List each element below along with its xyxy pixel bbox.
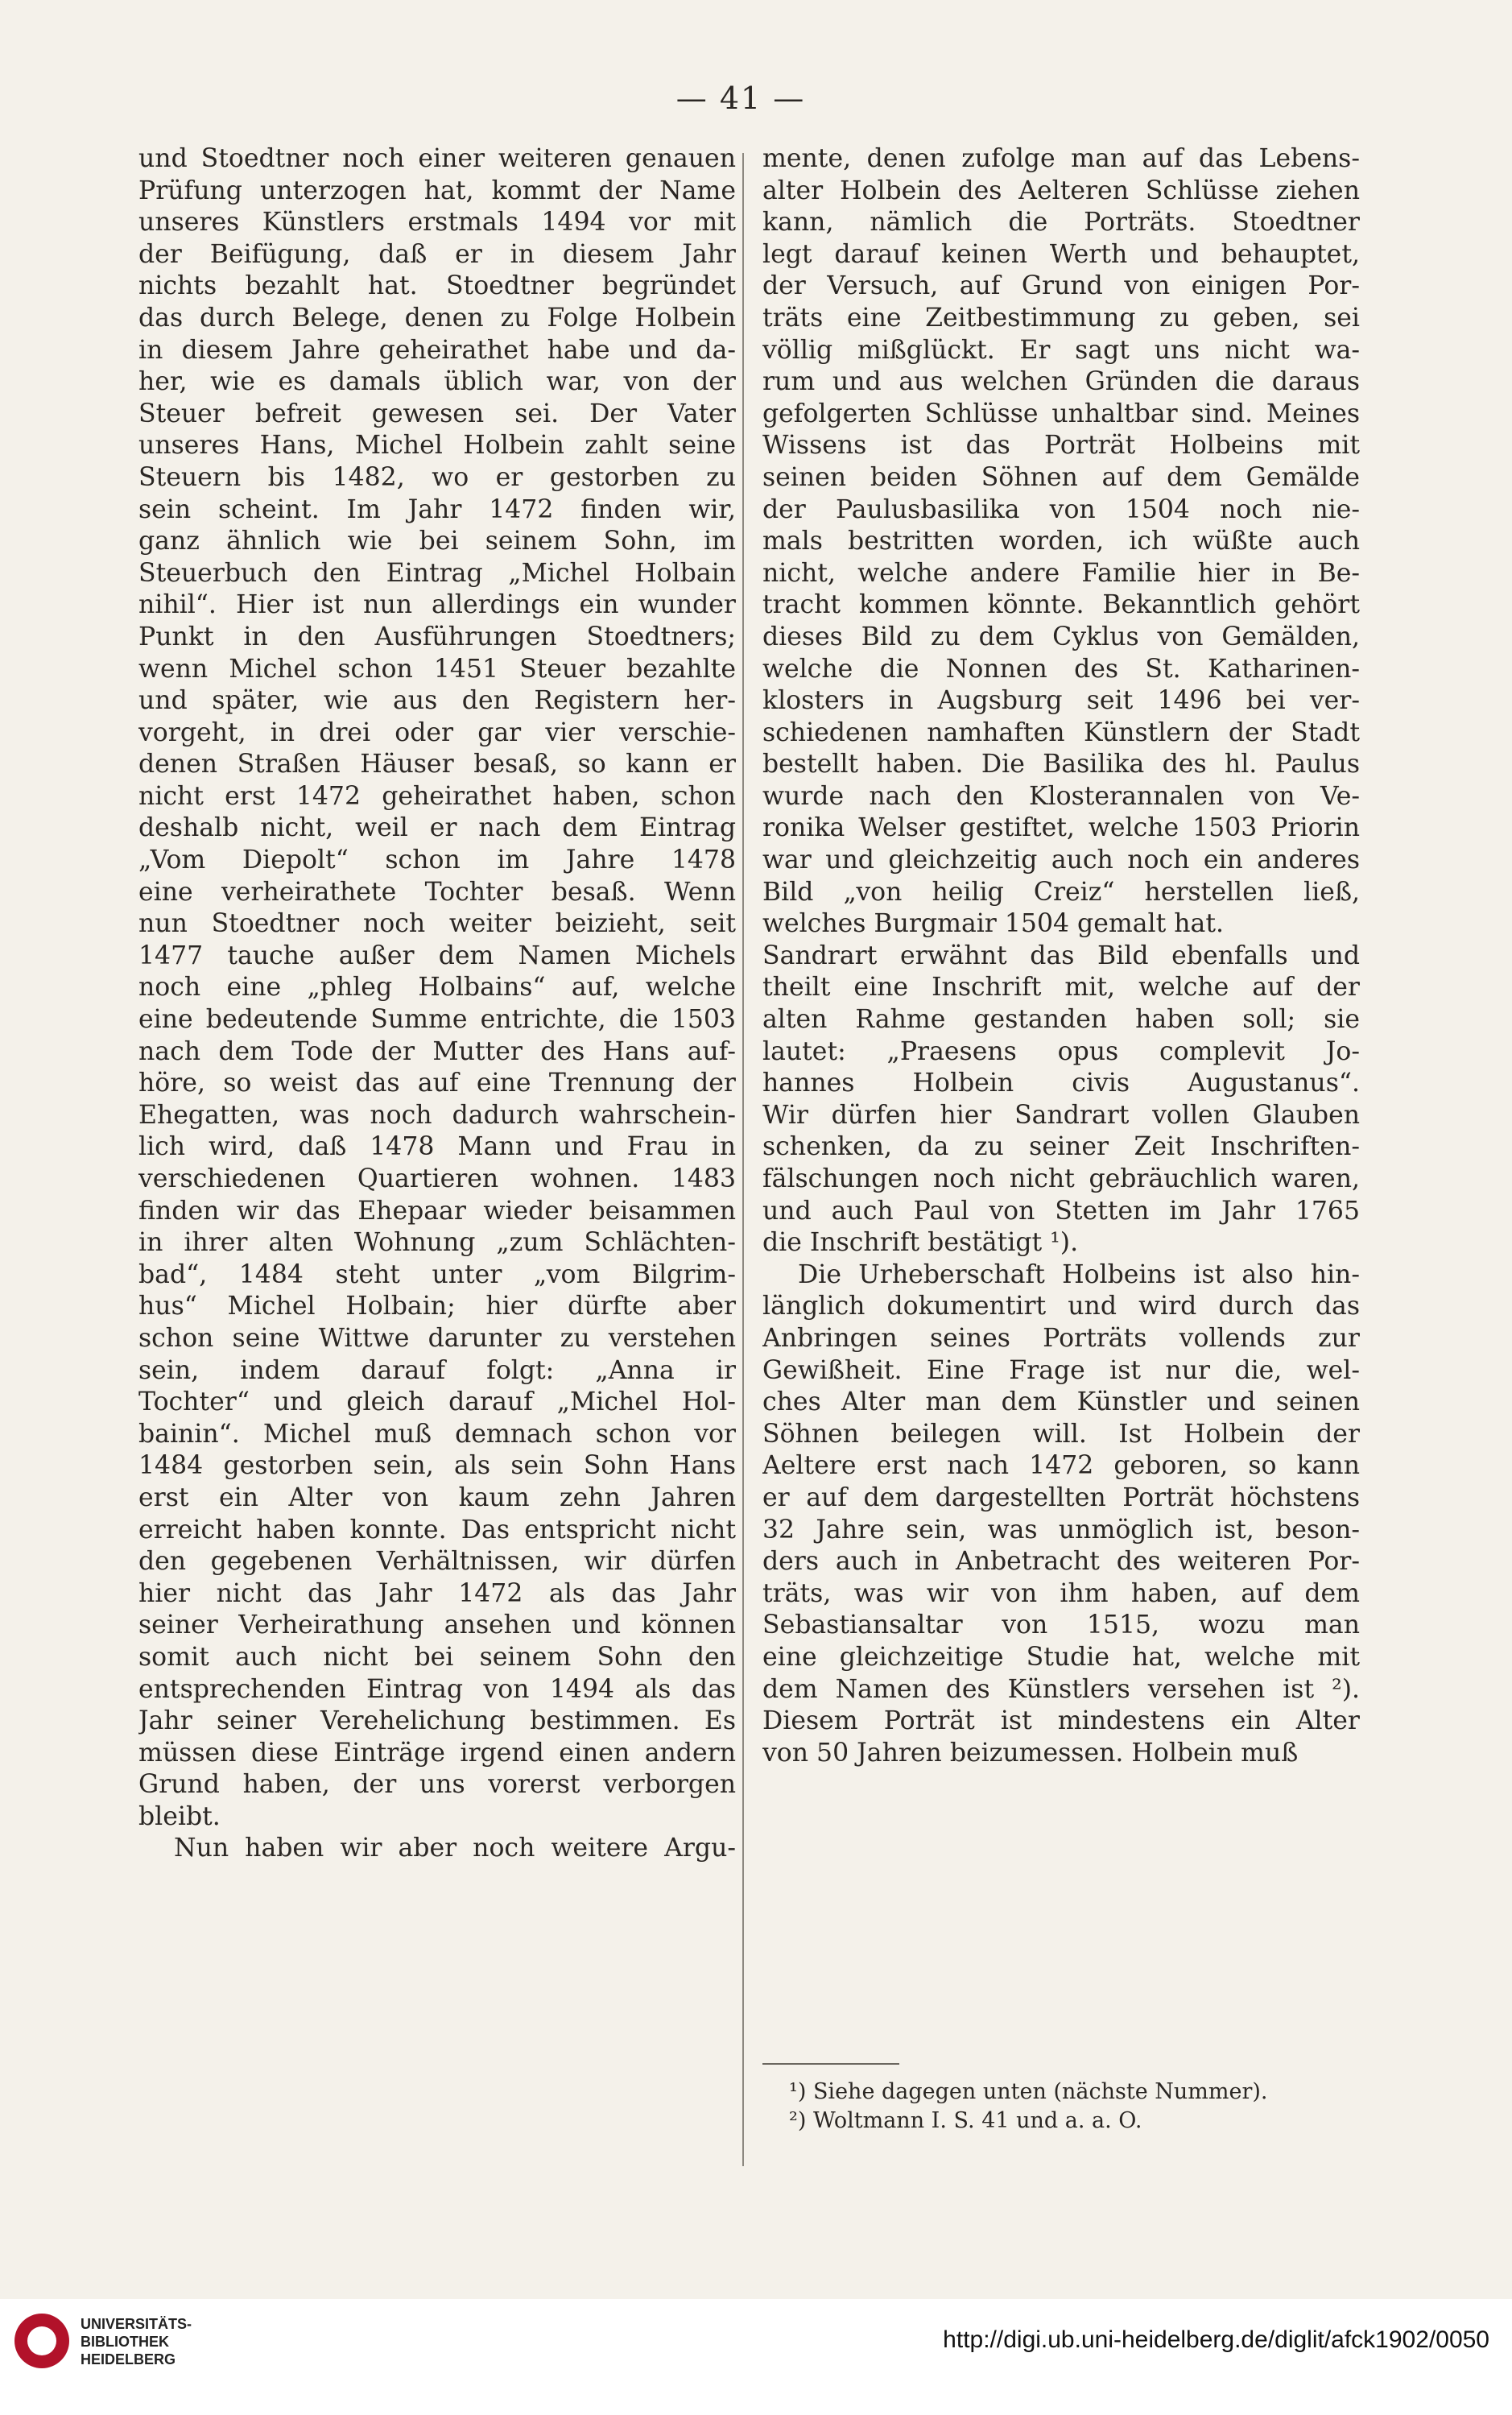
text-line: Söhnen beilegen will. Ist Holbein der [762,1419,1360,1449]
text-line: völlig mißglückt. Er sagt uns nicht wa- [762,335,1360,365]
text-line: theilt eine Inschrift mit, welche auf der [762,973,1360,1003]
text-line: ders auch in Anbetracht des weiteren Por- [762,1547,1360,1577]
text-line: unseres Künstlers erstmals 1494 vor mit [138,208,736,238]
footnote-2: ²) Woltmann I. S. 41 und a. a. O. [789,2108,1142,2133]
text-line: in diesem Jahre geheirathet habe und da- [138,335,736,365]
text-line: Wir dürfen hier Sandrart vollen Glauben [762,1100,1360,1130]
text-line: bestellt haben. Die Basilika des hl. Paulus [762,750,1360,779]
text-line: nihil“. Hier ist nun allerdings ein wunder [138,590,736,620]
text-line: noch eine „phleg Holbains“ auf, welche [138,973,736,1003]
footnote-1: ¹) Siehe dagegen unten (nächste Nummer). [789,2079,1268,2104]
text-line: der Paulusbasilika von 1504 noch nie- [762,494,1360,524]
text-line: nicht erst 1472 geheirathet haben, schon [138,781,736,811]
text-line: dem Namen des Künstlers versehen ist ²). [762,1674,1360,1704]
text-line: und später, wie aus den Registern her- [138,686,736,716]
source-url-link[interactable]: http://digi.ub.uni-heidelberg.de/diglit/afck1902/0050 [943,2326,1489,2353]
text-line: hannes Holbein civis Augustanus“. [762,1069,1360,1098]
text-line: ches Alter man dem Künstler und seinen [762,1387,1360,1417]
text-line: eine bedeutende Summe entrichte, die 1503 [138,1005,736,1035]
text-line: die Inschrift bestätigt ¹). [762,1228,1079,1258]
text-line: eine gleichzeitige Studie hat, welche mit [762,1642,1360,1672]
text-line: Die Urheberschaft Holbeins ist also hin- [798,1259,1360,1289]
footnote-rule [762,2063,899,2065]
text-line: dieses Bild zu dem Cyklus von Gemälden, [762,622,1360,651]
text-line: entsprechenden Eintrag von 1494 als das [138,1674,736,1704]
text-line: Prüfung unterzogen hat, kommt der Name [138,176,736,205]
text-line: den gegebenen Verhältnissen, wir dürfen [138,1547,736,1577]
text-line: gefolgerten Schlüsse unhaltbar sind. Meines [762,399,1360,428]
text-line: somit auch nicht bei seinem Sohn den [138,1642,736,1672]
text-line: welche die Nonnen des St. Katharinen- [762,654,1360,684]
text-line: der Beifügung, daß er in diesem Jahr [138,239,736,269]
text-line: mals bestritten worden, ich wüßte auch [762,527,1360,556]
text-line: Steuerbuch den Eintrag „Michel Holbain [138,558,736,588]
text-line: lich wird, daß 1478 Mann und Frau in [138,1132,736,1162]
text-line: 32 Jahre sein, was unmöglich ist, beson- [762,1515,1360,1545]
text-line: Punkt in den Ausführungen Stoedtners; [138,622,736,651]
text-line: Anbringen seines Porträts vollends zur [762,1323,1360,1353]
text-line: ganz ähnlich wie bei seinem Sohn, im [138,527,736,556]
text-line: und Stoedtner noch einer weiteren genauen [138,144,736,173]
text-line: tracht kommen könnte. Bekanntlich gehört [762,590,1360,620]
text-line: seinen beiden Söhnen auf dem Gemälde [762,462,1360,492]
text-line: alten Rahme gestanden haben soll; sie [762,1005,1360,1035]
text-line: Sebastiansaltar von 1515, wozu man [762,1611,1360,1640]
text-line: sein, indem darauf folgt: „Anna ir [138,1355,736,1385]
logo-line-3: HEIDELBERG [81,2351,176,2367]
text-line: bad“, 1484 steht unter „vom Bilgrim- [138,1259,736,1289]
text-line: Nun haben wir aber noch weitere Argu- [174,1834,736,1863]
text-line: klosters in Augsburg seit 1496 bei ver- [762,686,1360,716]
text-line: war und gleichzeitig auch noch ein anderes [762,846,1360,875]
text-line: wurde nach den Klosterannalen von Ve- [762,781,1360,811]
text-line: nicht, welche andere Familie hier in Be- [762,558,1360,588]
text-line: ronika Welser gestiftet, welche 1503 Priorin [762,813,1360,843]
text-line: hier nicht das Jahr 1472 als das Jahr [138,1578,736,1608]
text-line: fälschungen noch nicht gebräuchlich waren, [762,1164,1360,1193]
text-line: bainin“. Michel muß demnach schon vor [138,1419,736,1449]
text-line: her, wie es damals üblich war, von der [138,367,736,397]
text-line: schenken, da zu seiner Zeit Inschriften- [762,1132,1360,1162]
text-line: „Vom Diepolt“ schon im Jahre 1478 [138,846,736,875]
text-line: Steuer befreit gewesen sei. Der Vater [138,399,736,428]
text-line: und auch Paul von Stetten im Jahr 1765 [762,1196,1360,1226]
text-line: Steuern bis 1482, wo er gestorben zu [138,462,736,492]
text-line: legt darauf keinen Werth und behauptet, [762,239,1360,269]
text-line: bleibt. [138,1801,221,1831]
text-line: nichts bezahlt hat. Stoedtner begründet [138,271,736,301]
text-line: schon seine Wittwe darunter zu verstehen [138,1323,736,1353]
text-line: Tochter“ und gleich darauf „Michel Hol- [138,1387,736,1417]
footnotes [789,2078,1353,2136]
text-line: eine verheirathete Tochter besaß. Wenn [138,877,736,907]
text-line: denen Straßen Häuser besaß, so kann er [138,750,736,779]
text-line: Jahr seiner Verehelichung bestimmen. Es [138,1706,736,1736]
text-line: lautet: „Praesens opus complevit Jo- [762,1036,1360,1066]
library-logo-icon [14,2314,69,2368]
text-line: seiner Verheirathung ansehen und können [138,1611,736,1640]
text-line: welches Burgmair 1504 gemalt hat. [762,909,1224,939]
text-line: Gewißheit. Eine Frage ist nur die, wel- [762,1355,1360,1385]
text-line: wenn Michel schon 1451 Steuer bezahlte [138,654,736,684]
text-line: Aeltere erst nach 1472 geboren, so kann [762,1451,1360,1481]
text-line: mente, denen zufolge man auf das Lebens- [762,144,1360,173]
text-line: finden wir das Ehepaar wieder beisammen [138,1196,736,1226]
text-line: verschiedenen Quartieren wohnen. 1483 [138,1164,736,1193]
text-line: Sandrart erwähnt das Bild ebenfalls und [762,941,1360,970]
text-line: erreicht haben konnte. Das entspricht nicht [138,1515,736,1545]
logo-line-2: BIBLIOTHEK [81,2334,169,2350]
logo-line-1: UNIVERSITÄTS- [81,2316,192,2332]
text-line: deshalb nicht, weil er nach dem Eintrag [138,813,736,843]
text-line: schiedenen namhaften Künstlern der Stadt [762,717,1360,747]
text-line: nach dem Tode der Mutter des Hans auf- [138,1036,736,1066]
left-text-column [138,143,736,1865]
text-line: Bild „von heilig Creiz“ herstellen ließ, [762,877,1360,907]
text-line: unseres Hans, Michel Holbein zahlt seine [138,431,736,461]
text-line: Wissens ist das Porträt Holbeins mit [762,431,1360,461]
text-line: vorgeht, in drei oder gar vier verschie- [138,717,736,747]
text-line: hus“ Michel Holbain; hier dürfte aber [138,1292,736,1321]
text-line: erst ein Alter von kaum zehn Jahren [138,1482,736,1512]
text-line: kann, nämlich die Porträts. Stoedtner [762,208,1360,238]
text-line: müssen diese Einträge irgend einen andern [138,1738,736,1768]
text-line: 1484 gestorben sein, als sein Sohn Hans [138,1451,736,1481]
text-line: Grund haben, der uns vorerst verborgen [138,1770,736,1800]
text-line: länglich dokumentirt und wird durch das [762,1292,1360,1321]
text-line: in ihrer alten Wohnung „zum Schlächten- [138,1228,736,1258]
text-line: das durch Belege, denen zu Folge Holbein [138,303,736,333]
text-line: der Versuch, auf Grund von einigen Por- [762,271,1360,301]
text-line: Ehegatten, was noch dadurch wahrschein- [138,1100,736,1130]
text-line: er auf dem dargestellten Porträt höchstens [762,1482,1360,1512]
right-text-column [762,143,1360,1769]
text-line: von 50 Jahren beizumessen. Holbein muß [762,1738,1299,1768]
text-line: alter Holbein des Aelteren Schlüsse ziehen [762,176,1360,205]
digitization-footer [0,2299,1512,2415]
page-number: — 41 — [675,81,806,116]
text-line: 1477 tauche außer dem Namen Michels [138,941,736,970]
text-line: sein scheint. Im Jahr 1472 finden wir, [138,494,736,524]
library-logo-text [81,2315,192,2368]
column-divider [742,153,744,2166]
text-line: Diesem Porträt ist mindestens ein Alter [762,1706,1360,1736]
text-line: nun Stoedtner noch weiter beizieht, seit [138,909,736,939]
text-line: träts eine Zeitbestimmung zu geben, sei [762,303,1360,333]
text-line: träts, was wir von ihm haben, auf dem [762,1578,1360,1608]
text-line: höre, so weist das auf eine Trennung der [138,1069,736,1098]
text-line: rum und aus welchen Gründen die daraus [762,367,1360,397]
